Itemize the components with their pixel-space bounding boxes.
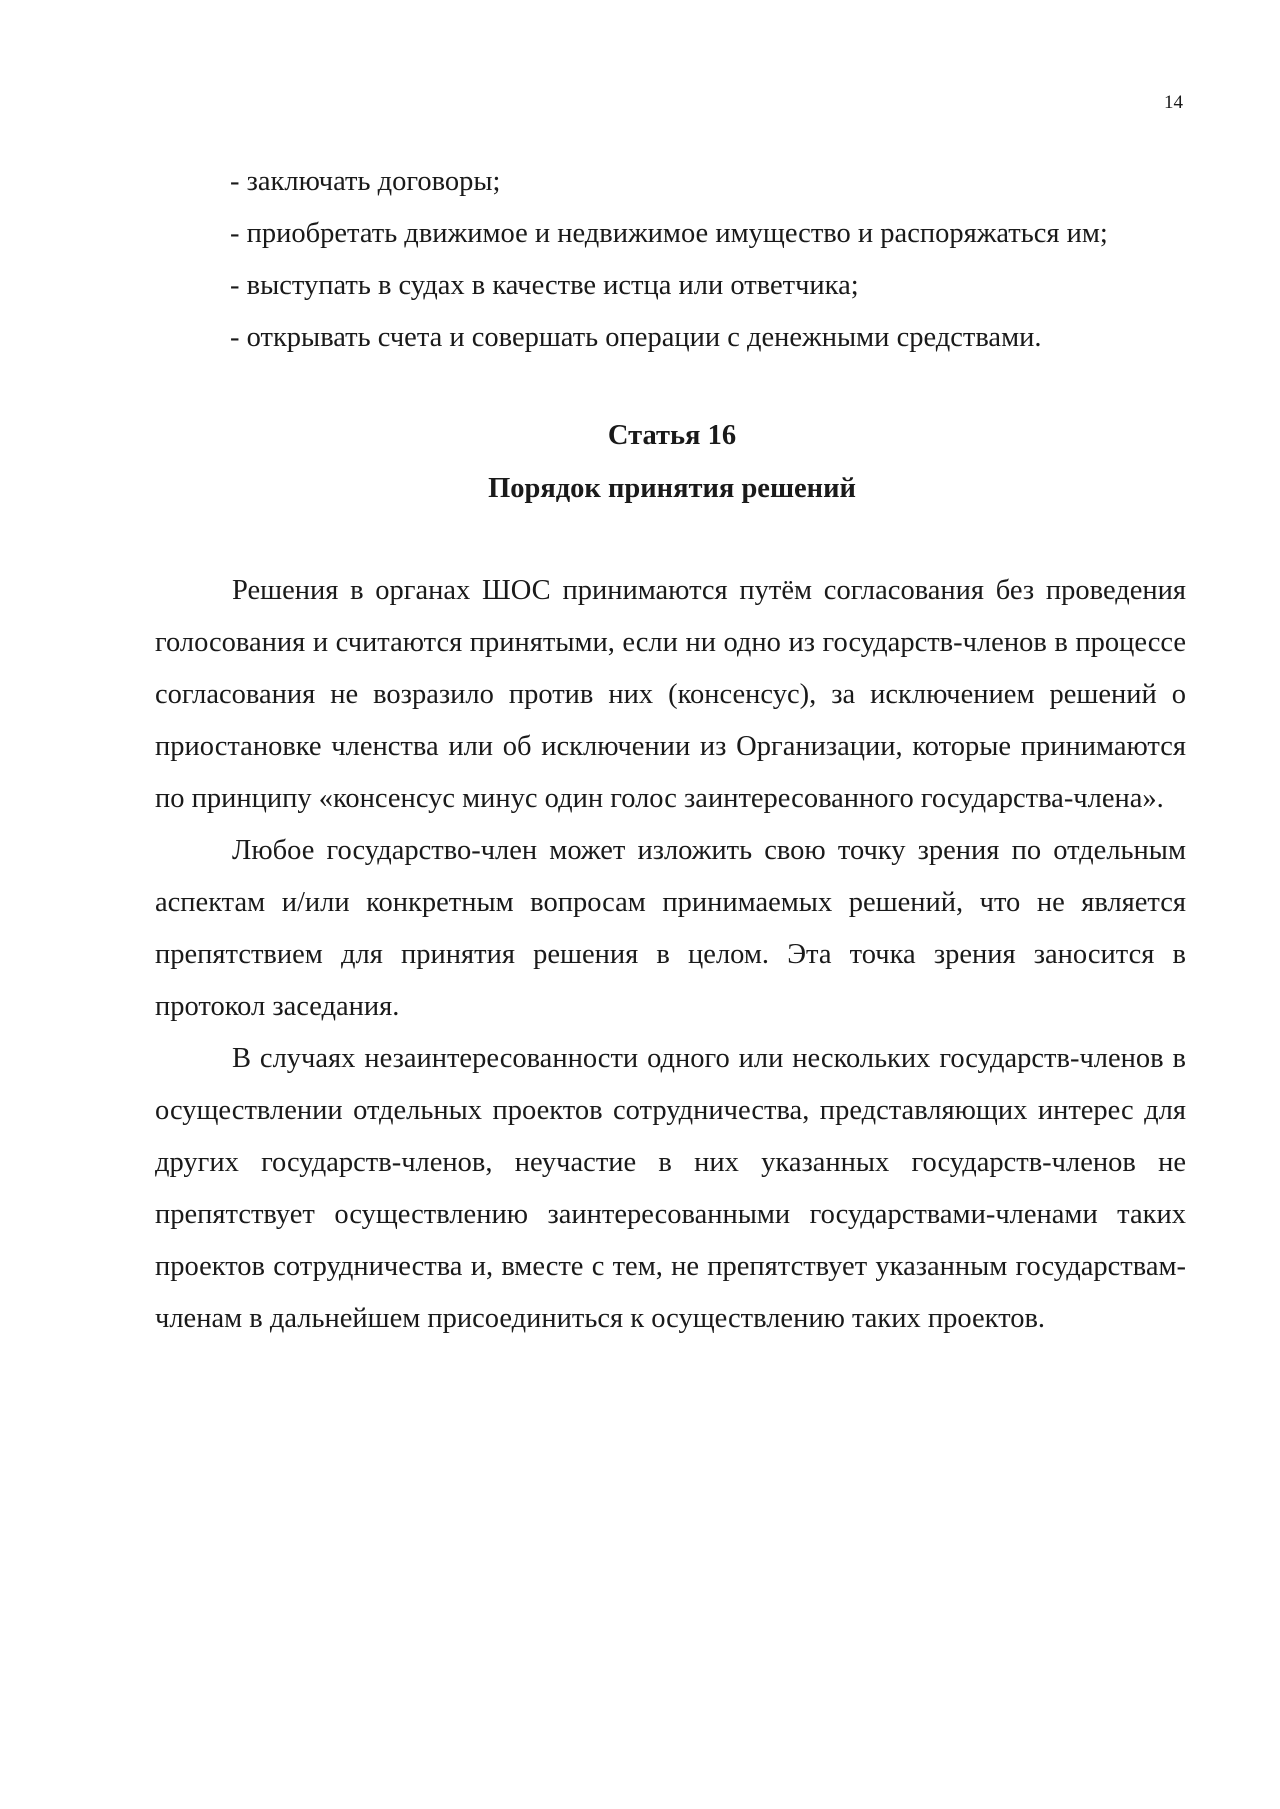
list-item: - заключать договоры; — [230, 166, 501, 197]
list-item: - открывать счета и совершать операции с денежными средствами. — [230, 322, 1042, 353]
rights-list — [230, 156, 1190, 364]
list-item: - приобретать движимое и недвижимое имущество и распоряжаться им; — [230, 218, 1108, 249]
paragraph: В случаях незаинтересованности одного или нескольких государств-членов в осуществлении отдельных проектов сотрудничества, представляющих интерес для других государств-членов, неучастие в них указанных государств-членов не препятствует осуществлению заинтересованными государствами-членами таких проектов сотрудничества и, вместе с тем, не препятствует указанным государствам-членам в дальнейшем присоединиться к осуществлению таких проектов. — [155, 1043, 1186, 1334]
list-item: - выступать в судах в качестве истца или ответчика; — [230, 270, 859, 301]
article-title: Порядок принятия решений — [488, 473, 856, 504]
article-number: Статья 16 — [607, 420, 737, 451]
page-number: 14 — [1164, 92, 1183, 113]
paragraph: Любое государство-член может изложить свою точку зрения по отдельным аспектам и/или конкретным вопросам принимаемых решений, что не является препятствием для принятия решения в целом. Эта точка зрения заносится в протокол заседания. — [155, 835, 1186, 1022]
article-body — [155, 565, 1186, 1345]
paragraph: Решения в органах ШОС принимаются путём согласования без проведения голосования и считаются принятыми, если ни одно из государств-членов в процессе согласования не возразило против них (консенсус), за исключением решений о приостановке членства или об исключении из Организации, которые принимаются по принципу «консенсус минус один голос заинтересованного государства-члена». — [155, 575, 1186, 814]
